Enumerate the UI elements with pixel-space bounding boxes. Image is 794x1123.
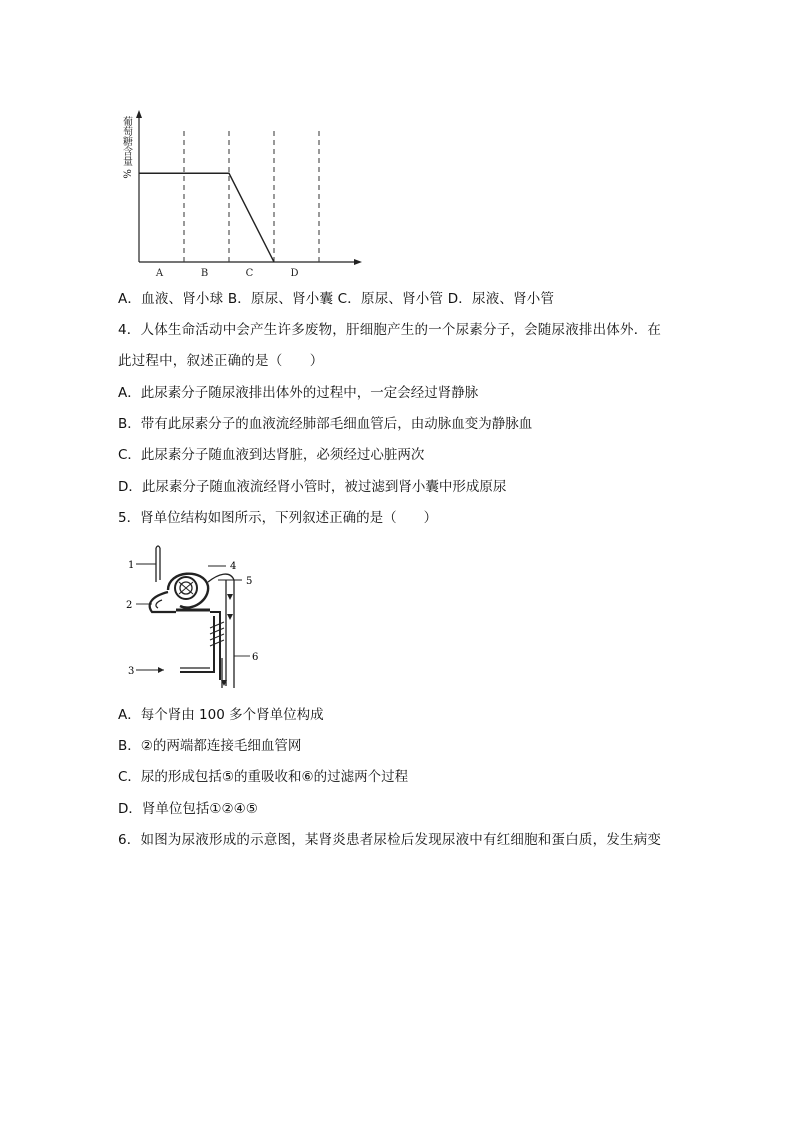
q5-stem: 5．肾单位结构如图所示，下列叙述正确的是（ ）	[118, 510, 438, 526]
category-label-c: C	[245, 268, 254, 279]
category-label-a: A	[155, 268, 164, 279]
glucose-chart	[112, 104, 372, 284]
y-axis-arrow	[136, 110, 142, 118]
q5-option-a: A．每个肾由 100 多个肾单位构成	[118, 707, 324, 723]
q4-stem-line1: 4．人体生命活动中会产生许多废物，肝细胞产生的一个尿素分子，会随尿液排出体外．在	[118, 322, 662, 338]
glucose-line	[139, 173, 274, 262]
nephron-diagram	[122, 540, 272, 690]
diagram-label-3: 3	[128, 666, 135, 677]
diagram-label-4: 4	[230, 561, 237, 572]
diagram-label-1: 1	[128, 560, 135, 571]
q3-options: A．血液、肾小球 B．原尿、肾小囊 C．原尿、肾小管 D．尿液、肾小管	[118, 291, 555, 307]
category-label-d: D	[290, 268, 299, 279]
q6-stem: 6．如图为尿液形成的示意图，某肾炎患者尿检后发现尿液中有红细胞和蛋白质，发生病变	[118, 832, 662, 848]
y-axis-label: 葡萄糖含量 %	[120, 116, 132, 179]
q4-option-c: C．此尿素分子随血液到达肾脏，必须经过心脏两次	[118, 447, 425, 463]
q4-option-d: D．此尿素分子随血液流经肾小管时，被过滤到肾小囊中形成原尿	[118, 479, 507, 495]
q4-option-b: B．带有此尿素分子的血液流经肺部毛细血管后，由动脉血变为静脉血	[118, 416, 533, 432]
x-axis-arrow	[354, 259, 362, 265]
diagram-label-5: 5	[246, 576, 253, 587]
diagram-label-2: 2	[126, 600, 133, 611]
category-label-b: B	[200, 268, 209, 279]
diagram-label-6: 6	[252, 652, 259, 663]
q5-option-d: D．肾单位包括①②④⑤	[118, 801, 258, 817]
q5-option-b: B．②的两端都连接毛细血管网	[118, 738, 302, 754]
q4-option-a: A．此尿素分子随尿液排出体外的过程中，一定会经过肾静脉	[118, 385, 479, 401]
q5-option-c: C．尿的形成包括⑤的重吸收和⑥的过滤两个过程	[118, 769, 409, 785]
q4-stem-line2: 此过程中，叙述正确的是（ ）	[118, 353, 324, 369]
